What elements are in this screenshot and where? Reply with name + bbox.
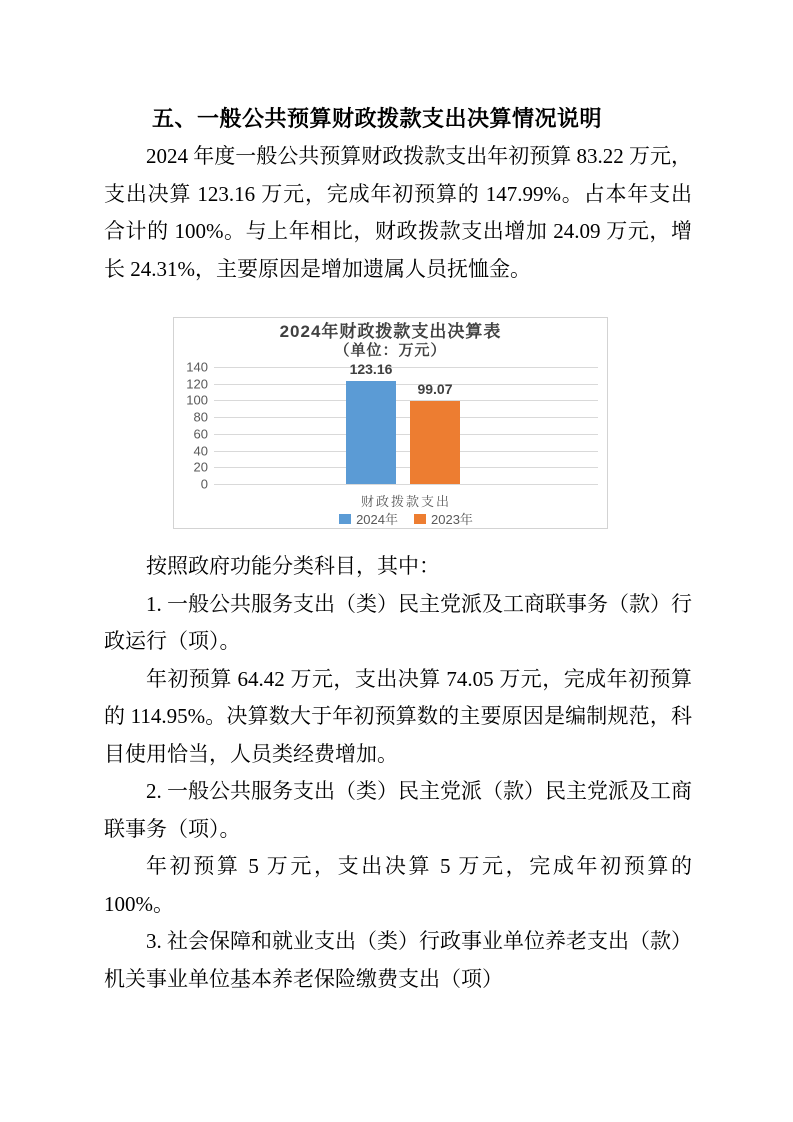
gridline [214, 400, 598, 401]
legend-swatch-icon [339, 514, 351, 524]
section-detail-block [104, 548, 692, 998]
legend-label: 2024年 [356, 512, 398, 527]
gridline [214, 417, 598, 418]
legend-item-2024年 [339, 509, 398, 528]
legend-label: 2023年 [431, 512, 473, 527]
y-axis-tick-label: 20 [193, 459, 208, 475]
item2-detail-paragraph: 年初预算 5 万元，支出决算 5 万元，完成年初预算的 100%。 [104, 854, 692, 916]
item2-title-paragraph: 2. 一般公共服务支出（类）民主党派（款）民主党派及工商联事务（项）。 [104, 779, 692, 841]
item1-detail-paragraph: 年初预算 64.42 万元，支出决算 74.05 万元，完成年初预算的 114.95%。决算数大于年初预算数的主要原因是编制规范，科目使用恰当，人员类经费增加。 [104, 666, 692, 766]
legend-swatch-icon [414, 514, 426, 524]
chart-legend [214, 509, 598, 528]
section-intro-block [104, 100, 692, 288]
section-heading: 五、一般公共预算财政拨款支出决算情况说明 [152, 106, 603, 131]
legend-item-2023年 [414, 509, 473, 528]
by-function-paragraph: 按照政府功能分类科目，其中： [146, 554, 440, 578]
gridline [214, 451, 598, 452]
y-axis-tick-label: 0 [200, 476, 208, 492]
gridline [214, 434, 598, 435]
gridline [214, 484, 598, 485]
chart-category-label: 财政拨款支出 [360, 494, 451, 509]
intro-paragraph: 2024 年度一般公共预算财政拨款支出年初预算 83.22 万元，支出决算 123.16 万元，完成年初预算的 147.99%。占本年支出合计的 100%。与上年相比，财政拨款支出增加 24.09 万元，增长 24.31%，主要原因是增加遗属人员抚恤金。 [104, 144, 692, 281]
chart-subtitle: （单位：万元） [334, 342, 447, 359]
y-axis-tick-label: 100 [186, 392, 208, 408]
bar-2024年 [346, 381, 396, 484]
y-axis-tick-label: 120 [186, 376, 208, 392]
y-axis-tick-label: 40 [193, 443, 208, 459]
item3-title-paragraph: 3. 社会保障和就业支出（类）行政事业单位养老支出（款）机关事业单位基本养老保险缴费支出（项） [104, 929, 692, 991]
expenditure-bar-chart [173, 317, 608, 529]
gridline [214, 367, 598, 368]
chart-plot-area [214, 361, 598, 484]
gridline [214, 467, 598, 468]
bar-value-label: 99.07 [417, 381, 453, 398]
bar-2023年 [410, 401, 460, 484]
chart-title: 2024年财政拨款支出决算表 [279, 322, 502, 341]
item1-title-paragraph: 1. 一般公共服务支出（类）民主党派及工商联事务（款）行政运行（项）。 [104, 591, 692, 653]
y-axis-tick-label: 140 [186, 359, 208, 375]
y-axis-tick-label: 60 [193, 426, 208, 442]
y-axis-tick-label: 80 [193, 409, 208, 425]
bar-value-label: 123.16 [349, 361, 393, 378]
